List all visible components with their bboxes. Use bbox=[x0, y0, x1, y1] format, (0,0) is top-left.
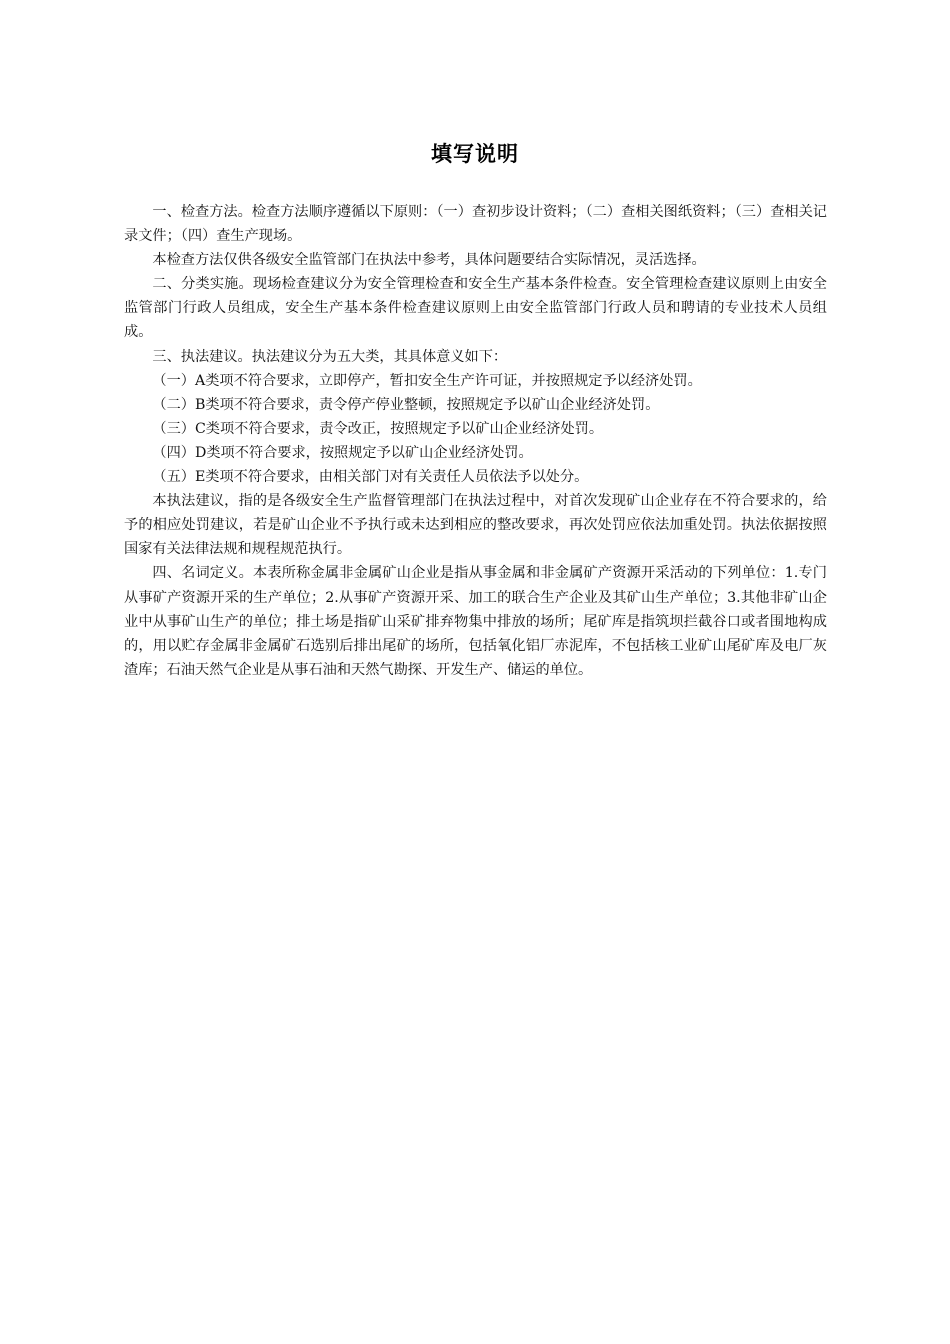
paragraph-enforcement-note: 本执法建议，指的是各级安全生产监督管理部门在执法过程中，对首次发现矿山企业存在不符合要求的，给予的相应处罚建议，若是矿山企业不予执行或未达到相应的整改要求，再次处罚应依法加重处罚。执法依据按照国家有关法律法规和规程规范执行。 bbox=[124, 493, 827, 558]
paragraph-class-b: （二）B类项不符合要求，责令停产停业整顿，按照规定予以矿山企业经济处罚。 bbox=[152, 396, 660, 413]
paragraph-reference-note: 本检查方法仅供各级安全监管部门在执法中参考，具体问题要结合实际情况，灵活选择。 bbox=[152, 252, 706, 269]
paragraph-classification: 二、分类实施。现场检查建议分为安全管理检查和安全生产基本条件检查。安全管理检查建议原则上由安全监管部门行政人员组成，安全生产基本条件检查建议原则上由安全监管部门行政人员和聘请的专业技术人员组成。 bbox=[124, 276, 827, 341]
page-title: 填写说明 bbox=[431, 142, 519, 166]
paragraph-definitions: 四、名词定义。本表所称金属非金属矿山企业是指从事金属和非金属矿产资源开采活动的下列单位：1.专门从事矿产资源开采的生产单位；2.从事矿产资源开采、加工的联合生产企业及其矿山生产单位；3.其他非矿山企业中从事矿山生产的单位；排土场是指矿山采矿排弃物集中排放的场所；尾矿库是指筑坝拦截谷口或者围地构成的，用以贮存金属非金属矿石选别后排出尾矿的场所，包括氧化铝厂赤泥库，不包括核工业矿山尾矿库及电厂灰渣库；石油天然气企业是从事石油和天然气勘探、开发生产、储运的单位。 bbox=[124, 565, 827, 678]
paragraph-class-a: （一）A类项不符合要求，立即停产，暂扣安全生产许可证，并按照规定予以经济处罚。 bbox=[152, 372, 702, 389]
paragraph-class-c: （三）C类项不符合要求，责令改正，按照规定予以矿山企业经济处罚。 bbox=[152, 420, 604, 437]
document-body bbox=[124, 200, 827, 682]
paragraph-class-e: （五）E类项不符合要求，由相关部门对有关责任人员依法予以处分。 bbox=[152, 469, 589, 486]
paragraph-enforcement-intro: 三、执法建议。执法建议分为五大类，其具体意义如下： bbox=[152, 348, 508, 365]
paragraph-inspection-method: 一、检查方法。检查方法顺序遵循以下原则：（一）查初步设计资料；（二）查相关图纸资料；（三）查相关记录文件；（四）查生产现场。 bbox=[124, 204, 827, 245]
paragraph-class-d: （四）D类项不符合要求，按照规定予以矿山企业经济处罚。 bbox=[152, 444, 533, 461]
